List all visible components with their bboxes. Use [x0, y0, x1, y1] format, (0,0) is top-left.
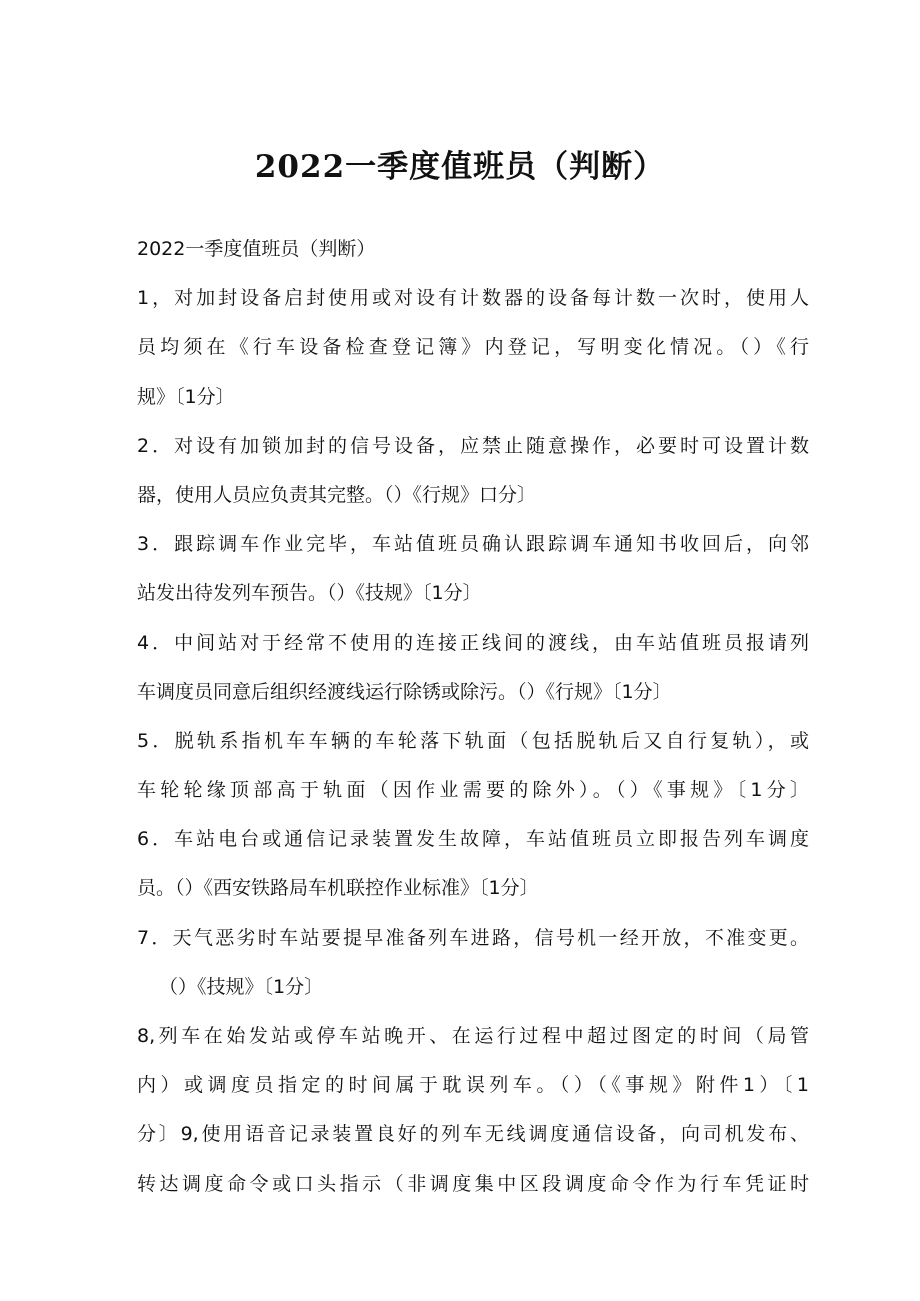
question-6-line-2: 员。（）《西安铁路局车机联控作业标准》〔1分〕 [137, 877, 539, 900]
document-body [137, 225, 809, 1209]
question-7-line-2: （）《技规》〔1分〕 [159, 975, 324, 998]
question-1-line-1: 1，对加封设备启封使用或对设有计数器的设备每计数一次时，使用人 [137, 287, 809, 310]
question-9-line-1: 分〕9,使用语音记录装置良好的列车无线调度通信设备，向司机发布、 [137, 1123, 809, 1146]
question-5-line-2: 车轮轮缘顶部高于轨面（因作业需要的除外）。（）《事规》〔1分〕 [137, 779, 809, 802]
question-4-line-2: 车调度员同意后组织经渡线运行除锈或除污。（）《行规》〔1分〕 [137, 680, 672, 703]
question-3-line-2: 站发出待发列车预告。（）《技规》〔1分〕 [137, 582, 482, 605]
question-2-line-2: 器，使用人员应负责其完整。（）《行规》口分〕 [137, 483, 537, 506]
question-8-line-1: 8,列车在始发站或停车站晚开、在运行过程中超过图定的时间（局管 [137, 1025, 809, 1047]
question-2-line-1: 2．对设有加锁加封的信号设备，应禁止随意操作，必要时可设置计数 [137, 434, 809, 457]
question-6-line-1: 6．车站电台或通信记录装置发生故障，车站值班员立即报告列车调度 [137, 828, 809, 851]
question-4-line-1: 4．中间站对于经常不使用的连接正线间的渡线，由车站值班员报请列 [137, 631, 809, 654]
subtitle-line: 2022一季度值班员（判断） [137, 238, 376, 260]
question-5-line-1: 5．脱轨系指机车车辆的车轮落下轨面（包括脱轨后又自行复轨），或 [137, 729, 809, 752]
question-1-line-2: 员均须在《行车设备检查登记簿》内登记，写明变化情况。（）《行 [137, 336, 809, 359]
question-7-line-1: 7．天气恶劣时车站要提早准备列车进路，信号机一经开放，不准变更。 [137, 926, 809, 949]
question-1-line-3: 规》〔1分〕 [137, 385, 235, 408]
question-3-line-1: 3．跟踪调车作业完毕，车站值班员确认跟踪调车通知书收回后，向邻 [137, 533, 809, 556]
question-9-line-2: 转达调度命令或口头指示（非调度集中区段调度命令作为行车凭证时 [137, 1172, 809, 1195]
question-8-line-2: 内）或调度员指定的时间属于耽误列车。（）（《事规》附件1）〔1 [137, 1074, 809, 1097]
document-title: 2022一季度值班员（判断） [254, 149, 666, 185]
